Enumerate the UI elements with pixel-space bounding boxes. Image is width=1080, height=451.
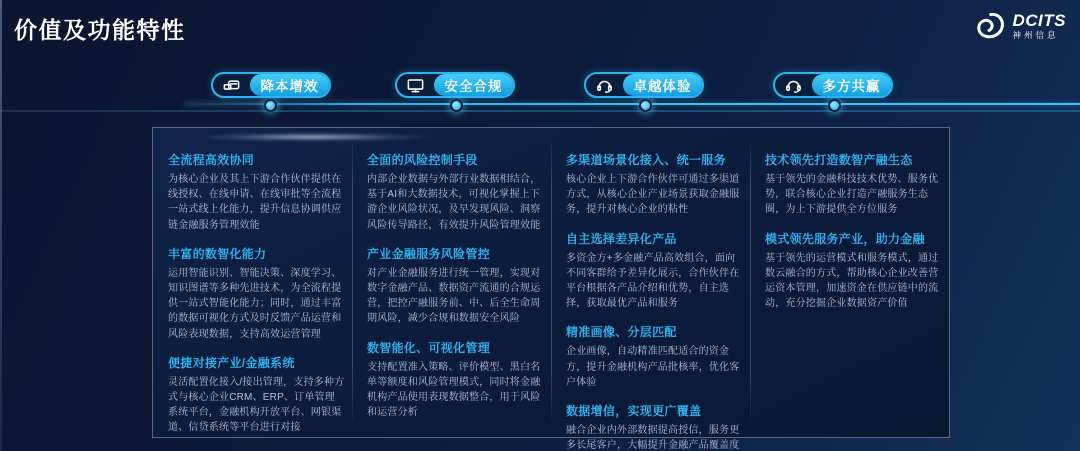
feature-heading: 全流程高效协同 — [168, 153, 255, 167]
feature-heading: 产业金融服务风险管控 — [367, 246, 491, 261]
feature-body: 支持配置准入策略、评价模型、黑白名单等额度和风险管理模式，同时将金融机构产品使用表现数据整合，用于风险和运营分析 — [367, 361, 541, 419]
column-cost-reduction — [153, 151, 352, 451]
feature-heading: 多渠道场景化接入、统一服务 — [566, 153, 726, 167]
logo-subtitle: 神州信息 — [1012, 30, 1059, 41]
tab-label: 降本增效 — [250, 74, 329, 96]
feature-body: 为核心企业及其上下游合作伙伴提供在线授权、在线申请、在线审批等全流程一站式线上化能力，提升信息协调供应链金融服务管理效能 — [168, 174, 342, 231]
monitor-icon — [397, 74, 434, 96]
feature-section — [168, 354, 345, 436]
tab-label: 多方共赢 — [812, 74, 891, 96]
logo-name: DCITS — [1012, 11, 1066, 31]
timeline-line-secondary — [0, 110, 1080, 112]
page-title: 价值及功能特性 — [14, 17, 186, 43]
tab-label: 卓越体验 — [623, 74, 702, 96]
features-panel — [152, 127, 950, 451]
feature-section — [566, 230, 743, 312]
feature-body: 核心企业上下游合作伙伴可通过多渠道方式，从核心企业产业场景获取金融服务，提升对核心企业的粘性 — [566, 174, 740, 216]
feature-body: 融合企业内外部数据提高授信，服务更多长尾客户，大幅提升金融产品覆盖度 — [566, 424, 740, 451]
timeline-line — [185, 103, 1080, 105]
slide-left-edge — [0, 0, 2, 451]
feature-body: 运用智能识别、智能决策、深度学习、知识图谱等多种先进技术，为全流程提供一站式智能化能力；同时，通过丰富的数据可视化方式及时反馈产品运营和风险表现数据，支持高效运营管理 — [168, 267, 342, 340]
feature-body: 内部企业数据与外部行业数据相结合，基于AI和大数据技术，可视化掌握上下游企业风险状况，及早发现风险、洞察风险传导路径，有效提升风险管理效能 — [367, 174, 541, 231]
tab-security-compliance[interactable] — [395, 72, 515, 98]
swirl-galaxy-icon — [971, 10, 1007, 42]
feature-heading: 自主选择差异化产品 — [566, 231, 677, 246]
feature-section — [765, 151, 942, 218]
timeline-dot — [264, 99, 277, 112]
feature-section — [566, 402, 743, 451]
feature-heading: 数据增信，实现更广覆盖 — [566, 403, 702, 418]
feature-body: 基于领先的运营模式和服务模式，通过数云融合的方式，帮助核心企业改善营运资本管理，加速资金在供应链中的流动，充分挖掘企业数据资产价值 — [765, 252, 939, 310]
timeline-dot — [639, 99, 652, 112]
feature-heading: 便捷对接产业/金融系统 — [168, 355, 295, 370]
feature-body: 灵活配置化接入/接出管理，支持多种方式与核心企业CRM、ERP、订单管理系统平台，金融机构开放平台、网银渠道、信贷系统等平台进行对接 — [168, 376, 345, 434]
tab-multi-party-winwin[interactable] — [773, 72, 893, 98]
feature-heading: 技术领先打造数智产融生态 — [765, 153, 913, 167]
payment-terminal-icon — [213, 74, 250, 96]
feature-body: 多资金方+多金融产品高效组合，面向不同客群给予差异化展示，合作伙伴在平台根据各产品介绍和优势，自主选择，获取最优产品和服务 — [566, 252, 740, 310]
timeline-dot — [450, 99, 463, 112]
feature-section — [367, 245, 544, 327]
column-divider — [352, 142, 353, 421]
headset-icon — [775, 74, 812, 96]
column-divider — [551, 142, 552, 421]
feature-heading: 精准画像、分层匹配 — [566, 325, 677, 340]
feature-section — [566, 323, 743, 390]
dcits-logo — [971, 10, 1067, 42]
tab-excellent-experience[interactable] — [584, 72, 704, 98]
feature-heading: 全面的风险控制手段 — [367, 153, 478, 167]
feature-heading: 丰富的数智化能力 — [168, 246, 267, 261]
headset-icon — [586, 74, 623, 96]
column-excellent-experience — [551, 151, 750, 451]
timeline-dot — [828, 99, 841, 112]
feature-section — [566, 151, 743, 218]
feature-body: 对产业金融服务进行统一管理，实现对数字金融产品、数据资产流通的合规运营，把控产融服务前、中、后全生命周期风险，减少合规和数据安全风险 — [367, 267, 541, 325]
column-divider — [750, 142, 751, 421]
feature-section — [168, 245, 345, 342]
feature-body: 企业画像，自动精准匹配适合的资金方，提升金融机构产品批核率，优化客户体验 — [566, 346, 740, 388]
column-multi-party-winwin — [750, 151, 949, 451]
feature-section — [367, 339, 544, 421]
feature-heading: 模式领先服务产业，助力金融 — [765, 231, 925, 246]
column-security-compliance — [352, 151, 551, 451]
feature-section — [765, 230, 942, 312]
tab-label: 安全合规 — [434, 74, 513, 96]
tab-cost-reduction[interactable] — [211, 72, 331, 98]
feature-heading: 数智能化、可视化管理 — [367, 340, 491, 355]
feature-section — [168, 151, 345, 233]
feature-section — [367, 151, 544, 233]
feature-body: 基于领先的金融科技技术优势、服务优势，联合核心企业打造产融服务生态圈，为上下游提供全方位服务 — [765, 174, 939, 216]
